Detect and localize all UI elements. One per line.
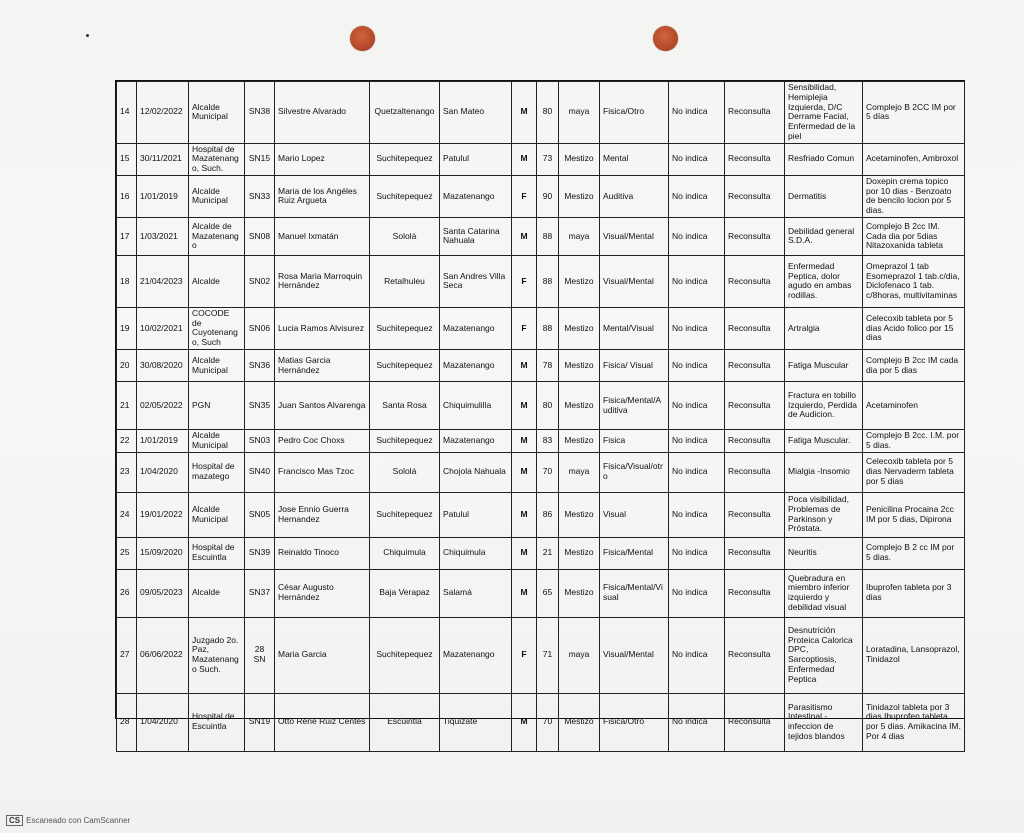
row-number: 24 <box>117 492 137 537</box>
diagnosis-cell: Desnutrición Proteica Calorica DPC, Sarcoptiosis, Enfermedad Peptica <box>785 617 863 693</box>
watermark-caption: Escaneado con CamScanner <box>26 816 131 825</box>
sex-cell: F <box>512 617 537 693</box>
disability-cell: Fisica/Mental/Visual <box>600 569 669 617</box>
ethnicity-cell: Mestizo <box>559 492 600 537</box>
age-cell: 88 <box>537 255 559 307</box>
age-cell: 70 <box>537 693 559 751</box>
treatment-cell: Complejo B 2cc. I.M. por 5 dias. <box>863 430 965 453</box>
ethnicity-cell: maya <box>559 452 600 492</box>
municipality-cell: Mazatenango <box>440 430 512 453</box>
consultation-type-cell: Reconsulta <box>725 143 785 175</box>
code-cell: SN08 <box>245 217 275 255</box>
sex-cell: M <box>512 693 537 751</box>
ethnicity-cell: maya <box>559 617 600 693</box>
treatment-cell: Acetaminofen, Ambroxol <box>863 143 965 175</box>
age-cell: 78 <box>537 350 559 382</box>
code-cell: SN05 <box>245 492 275 537</box>
institution-cell: Alcalde Municipal <box>189 492 245 537</box>
date-cell: 19/01/2022 <box>137 492 189 537</box>
table-row <box>117 307 965 349</box>
municipality-cell: Salamá <box>440 569 512 617</box>
municipality-cell: Mazatenango <box>440 617 512 693</box>
age-cell: 21 <box>537 537 559 569</box>
disability-cell: Fisica/Otro <box>600 82 669 144</box>
disability-cell: Visual/Mental <box>600 217 669 255</box>
diagnosis-cell: Debilidad general S.D.A. <box>785 217 863 255</box>
disability-cell: Fisica/Visual/otro <box>600 452 669 492</box>
age-cell: 88 <box>537 217 559 255</box>
municipality-cell: San Andres Villa Seca <box>440 255 512 307</box>
ethnicity-cell: Mestizo <box>559 175 600 217</box>
treatment-cell: Complejo B 2cc IM. Cada dia por 5dias Nitazoxanida tableta <box>863 217 965 255</box>
municipality-cell: Chiquimula <box>440 537 512 569</box>
diagnosis-cell: Artralgia <box>785 307 863 349</box>
sex-cell: F <box>512 175 537 217</box>
age-cell: 83 <box>537 430 559 453</box>
sex-cell: M <box>512 430 537 453</box>
department-cell: Sololá <box>370 217 440 255</box>
row-number: 20 <box>117 350 137 382</box>
patient-name-cell: Maria de los Angéles Ruiz Argueta <box>275 175 370 217</box>
consultation-type-cell: Reconsulta <box>725 217 785 255</box>
code-cell: SN03 <box>245 430 275 453</box>
indica-cell: No indica <box>669 82 725 144</box>
age-cell: 90 <box>537 175 559 217</box>
patient-name-cell: Pedro Coc Choxs <box>275 430 370 453</box>
table-row <box>117 492 965 537</box>
diagnosis-cell: Mialgia -Insomio <box>785 452 863 492</box>
municipality-cell: Mazatenango <box>440 307 512 349</box>
table-row <box>117 537 965 569</box>
treatment-cell: Loratadina, Lansoprazol, Tinidazol <box>863 617 965 693</box>
institution-cell: COCODE de Cuyotenango, Such <box>189 307 245 349</box>
table-row <box>117 175 965 217</box>
treatment-cell: Omeprazol 1 tab Esomeprazol 1 tab.c/dia, Diclofenaco 1 tab. c/8horas, multivitaminas <box>863 255 965 307</box>
institution-cell: Alcalde <box>189 255 245 307</box>
disability-cell: Fisica/ Visual <box>600 350 669 382</box>
ethnicity-cell: Mestizo <box>559 569 600 617</box>
municipality-cell: Patulul <box>440 143 512 175</box>
ethnicity-cell: Mestizo <box>559 307 600 349</box>
code-cell: SN06 <box>245 307 275 349</box>
table-row <box>117 143 965 175</box>
date-cell: 21/04/2023 <box>137 255 189 307</box>
department-cell: Suchitepequez <box>370 307 440 349</box>
indica-cell: No indica <box>669 617 725 693</box>
diagnosis-cell: Enfermedad Peptica, dolor agudo en ambas rodillas. <box>785 255 863 307</box>
department-cell: Santa Rosa <box>370 382 440 430</box>
patient-name-cell: Juan Santos Alvarenga <box>275 382 370 430</box>
sex-cell: M <box>512 143 537 175</box>
ethnicity-cell: Mestizo <box>559 143 600 175</box>
scanner-watermark <box>6 815 130 826</box>
punch-hole-right <box>653 26 678 51</box>
municipality-cell: Tiquizate <box>440 693 512 751</box>
code-cell: SN40 <box>245 452 275 492</box>
diagnosis-cell: Fractura en tobillo Izquierdo, Perdida de Audicion. <box>785 382 863 430</box>
sex-cell: M <box>512 82 537 144</box>
age-cell: 73 <box>537 143 559 175</box>
row-number: 17 <box>117 217 137 255</box>
indica-cell: No indica <box>669 693 725 751</box>
date-cell: 1/03/2021 <box>137 217 189 255</box>
ethnicity-cell: Mestizo <box>559 430 600 453</box>
treatment-cell: Complejo B 2 cc IM por 5 dias. <box>863 537 965 569</box>
municipality-cell: San Mateo <box>440 82 512 144</box>
institution-cell: PGN <box>189 382 245 430</box>
date-cell: 12/02/2022 <box>137 82 189 144</box>
patient-name-cell: César Augusto Hernández <box>275 569 370 617</box>
treatment-cell: Doxepin crema topico por 10 dias - Benzoato de bencilo locion por 5 dias. <box>863 175 965 217</box>
consultation-type-cell: Reconsulta <box>725 350 785 382</box>
patient-register-table <box>115 80 965 741</box>
consultation-type-cell: Reconsulta <box>725 492 785 537</box>
consultation-type-cell: Reconsulta <box>725 175 785 217</box>
disability-cell: Auditiva <box>600 175 669 217</box>
code-cell: SN35 <box>245 382 275 430</box>
diagnosis-cell: Dermatitis <box>785 175 863 217</box>
municipality-cell: Patulul <box>440 492 512 537</box>
ethnicity-cell: Mestizo <box>559 350 600 382</box>
row-number: 25 <box>117 537 137 569</box>
disability-cell: Fisica/Otro <box>600 693 669 751</box>
institution-cell: Alcalde de Mazatenango <box>189 217 245 255</box>
row-number: 14 <box>117 82 137 144</box>
indica-cell: No indica <box>669 350 725 382</box>
institution-cell: Hospital de mazatego <box>189 452 245 492</box>
patient-name-cell: Reinaldo Tinoco <box>275 537 370 569</box>
indica-cell: No indica <box>669 382 725 430</box>
department-cell: Suchitepequez <box>370 350 440 382</box>
sex-cell: M <box>512 569 537 617</box>
disability-cell: Fisica/Mental <box>600 537 669 569</box>
indica-cell: No indica <box>669 255 725 307</box>
municipality-cell: Mazatenango <box>440 350 512 382</box>
consultation-type-cell: Reconsulta <box>725 537 785 569</box>
code-cell: SN38 <box>245 82 275 144</box>
institution-cell: Hospital de Mazatenango, Such. <box>189 143 245 175</box>
age-cell: 80 <box>537 382 559 430</box>
code-cell: SN15 <box>245 143 275 175</box>
ethnicity-cell: Mestizo <box>559 255 600 307</box>
row-number: 21 <box>117 382 137 430</box>
diagnosis-cell: Parasitismo Intestinal - infeccion de tejidos blandos <box>785 693 863 751</box>
dust-speck <box>86 34 89 37</box>
indica-cell: No indica <box>669 175 725 217</box>
ethnicity-cell: Mestizo <box>559 537 600 569</box>
ethnicity-cell: Mestizo <box>559 693 600 751</box>
sex-cell: M <box>512 492 537 537</box>
diagnosis-cell: Sensibilidad, Hemiplejia Izquierda, D/C Derrame Facial, Enfermedad de la piel <box>785 82 863 144</box>
sex-cell: M <box>512 537 537 569</box>
table-row <box>117 82 965 144</box>
institution-cell: Alcalde Municipal <box>189 82 245 144</box>
diagnosis-cell: Fatiga Muscular <box>785 350 863 382</box>
indica-cell: No indica <box>669 452 725 492</box>
patient-name-cell: Matias Garcia Hernández <box>275 350 370 382</box>
department-cell: Retalhuleu <box>370 255 440 307</box>
indica-cell: No indica <box>669 492 725 537</box>
code-cell: SN36 <box>245 350 275 382</box>
date-cell: 1/04/2020 <box>137 693 189 751</box>
disability-cell: Mental/Visual <box>600 307 669 349</box>
department-cell: Suchitepequez <box>370 617 440 693</box>
department-cell: Suchitepequez <box>370 143 440 175</box>
institution-cell: Hospital de Escuintla <box>189 693 245 751</box>
row-number: 22 <box>117 430 137 453</box>
department-cell: Escuintla <box>370 693 440 751</box>
table-row <box>117 430 965 453</box>
disability-cell: Visual/Mental <box>600 617 669 693</box>
diagnosis-cell: Fatiga Muscular. <box>785 430 863 453</box>
code-cell: SN39 <box>245 537 275 569</box>
age-cell: 71 <box>537 617 559 693</box>
patient-name-cell: Silvestre Alvarado <box>275 82 370 144</box>
age-cell: 88 <box>537 307 559 349</box>
date-cell: 30/11/2021 <box>137 143 189 175</box>
punch-hole-left <box>350 26 375 51</box>
sex-cell: F <box>512 307 537 349</box>
diagnosis-cell: Resfriado Comun <box>785 143 863 175</box>
patient-name-cell: Manuel Ixmatán <box>275 217 370 255</box>
institution-cell: Alcalde Municipal <box>189 430 245 453</box>
date-cell: 1/04/2020 <box>137 452 189 492</box>
table-row <box>117 217 965 255</box>
date-cell: 30/08/2020 <box>137 350 189 382</box>
consultation-type-cell: Reconsulta <box>725 382 785 430</box>
department-cell: Suchitepequez <box>370 175 440 217</box>
camscanner-logo: CS <box>6 815 23 826</box>
department-cell: Chiquimula <box>370 537 440 569</box>
treatment-cell: Acetaminofen <box>863 382 965 430</box>
department-cell: Sololá <box>370 452 440 492</box>
patient-name-cell: Francisco Mas Tzoc <box>275 452 370 492</box>
indica-cell: No indica <box>669 217 725 255</box>
consultation-type-cell: Reconsulta <box>725 569 785 617</box>
date-cell: 10/02/2021 <box>137 307 189 349</box>
diagnosis-cell: Poca visibilidad, Problemas de Parkinson y Próstata. <box>785 492 863 537</box>
disability-cell: Fisica <box>600 430 669 453</box>
date-cell: 1/01/2019 <box>137 175 189 217</box>
diagnosis-cell: Neuritis <box>785 537 863 569</box>
treatment-cell: Celecoxib tableta por 5 dias Acido folico por 15 dias <box>863 307 965 349</box>
patient-name-cell: Mario Lopez <box>275 143 370 175</box>
ethnicity-cell: Mestizo <box>559 382 600 430</box>
disability-cell: Visual <box>600 492 669 537</box>
age-cell: 65 <box>537 569 559 617</box>
patient-name-cell: Lucia Ramos Alvisurez <box>275 307 370 349</box>
consultation-type-cell: Reconsulta <box>725 617 785 693</box>
date-cell: 1/01/2019 <box>137 430 189 453</box>
consultation-type-cell: Reconsulta <box>725 452 785 492</box>
municipality-cell: Mazatenango <box>440 175 512 217</box>
ethnicity-cell: maya <box>559 82 600 144</box>
department-cell: Suchitepequez <box>370 492 440 537</box>
diagnosis-cell: Quebradura en miembro inferior izquierdo y debilidad visual <box>785 569 863 617</box>
indica-cell: No indica <box>669 430 725 453</box>
code-cell: SN33 <box>245 175 275 217</box>
consultation-type-cell: Reconsulta <box>725 307 785 349</box>
department-cell: Baja Verapaz <box>370 569 440 617</box>
institution-cell: Alcalde Municipal <box>189 350 245 382</box>
disability-cell: Fisica/Mental/Auditiva <box>600 382 669 430</box>
department-cell: Suchitepequez <box>370 430 440 453</box>
department-cell: Quetzaltenango <box>370 82 440 144</box>
ethnicity-cell: maya <box>559 217 600 255</box>
date-cell: 02/05/2022 <box>137 382 189 430</box>
patient-name-cell: Jose Ennio Guerra Hernandez <box>275 492 370 537</box>
code-cell: SN37 <box>245 569 275 617</box>
table-row <box>117 617 965 693</box>
consultation-type-cell: Reconsulta <box>725 693 785 751</box>
disability-cell: Visual/Mental <box>600 255 669 307</box>
sex-cell: M <box>512 382 537 430</box>
indica-cell: No indica <box>669 537 725 569</box>
date-cell: 09/05/2023 <box>137 569 189 617</box>
row-number: 15 <box>117 143 137 175</box>
row-number: 23 <box>117 452 137 492</box>
indica-cell: No indica <box>669 569 725 617</box>
treatment-cell: Ibuprofen tableta por 3 dias <box>863 569 965 617</box>
institution-cell: Juzgado 2o. Paz, Mazatenango Such. <box>189 617 245 693</box>
table-row <box>117 350 965 382</box>
table-row <box>117 693 965 751</box>
row-number: 28 <box>117 693 137 751</box>
table-row <box>117 255 965 307</box>
consultation-type-cell: Reconsulta <box>725 430 785 453</box>
institution-cell: Hospital de Escuintla <box>189 537 245 569</box>
date-cell: 06/06/2022 <box>137 617 189 693</box>
sex-cell: M <box>512 452 537 492</box>
consultation-type-cell: Reconsulta <box>725 82 785 144</box>
municipality-cell: Chojola Nahuala <box>440 452 512 492</box>
treatment-cell: Tinidazol tableta por 3 dias Ibuprofen tableta por 5 dias. Amikacina IM. Por 4 dias <box>863 693 965 751</box>
patient-name-cell: Otto Rene Ruiz Centes <box>275 693 370 751</box>
indica-cell: No indica <box>669 143 725 175</box>
treatment-cell: Penicilina Procaina 2cc IM por 5 dias, Dipirona <box>863 492 965 537</box>
age-cell: 80 <box>537 82 559 144</box>
row-number: 27 <box>117 617 137 693</box>
date-cell: 15/09/2020 <box>137 537 189 569</box>
table-body <box>117 82 965 752</box>
sex-cell: F <box>512 255 537 307</box>
patient-name-cell: Rosa Maria Marroquin Hernández <box>275 255 370 307</box>
row-number: 18 <box>117 255 137 307</box>
municipality-cell: Santa Catarina Nahuala <box>440 217 512 255</box>
indica-cell: No indica <box>669 307 725 349</box>
patient-name-cell: Maria Garcia <box>275 617 370 693</box>
consultation-type-cell: Reconsulta <box>725 255 785 307</box>
table-row <box>117 382 965 430</box>
institution-cell: Alcalde <box>189 569 245 617</box>
sex-cell: M <box>512 350 537 382</box>
sex-cell: M <box>512 217 537 255</box>
code-cell: SN02 <box>245 255 275 307</box>
treatment-cell: Complejo B 2CC IM por 5 días <box>863 82 965 144</box>
age-cell: 70 <box>537 452 559 492</box>
age-cell: 86 <box>537 492 559 537</box>
code-cell: SN19 <box>245 693 275 751</box>
treatment-cell: Celecoxib tableta por 5 dias Nervaderm tableta por 5 dias <box>863 452 965 492</box>
code-cell: 28 SN <box>245 617 275 693</box>
treatment-cell: Complejo B 2cc IM cada dia por 5 dias <box>863 350 965 382</box>
row-number: 19 <box>117 307 137 349</box>
disability-cell: Mental <box>600 143 669 175</box>
municipality-cell: Chiquimulilla <box>440 382 512 430</box>
table-row <box>117 569 965 617</box>
institution-cell: Alcalde Municipal <box>189 175 245 217</box>
row-number: 16 <box>117 175 137 217</box>
table-row <box>117 452 965 492</box>
row-number: 26 <box>117 569 137 617</box>
